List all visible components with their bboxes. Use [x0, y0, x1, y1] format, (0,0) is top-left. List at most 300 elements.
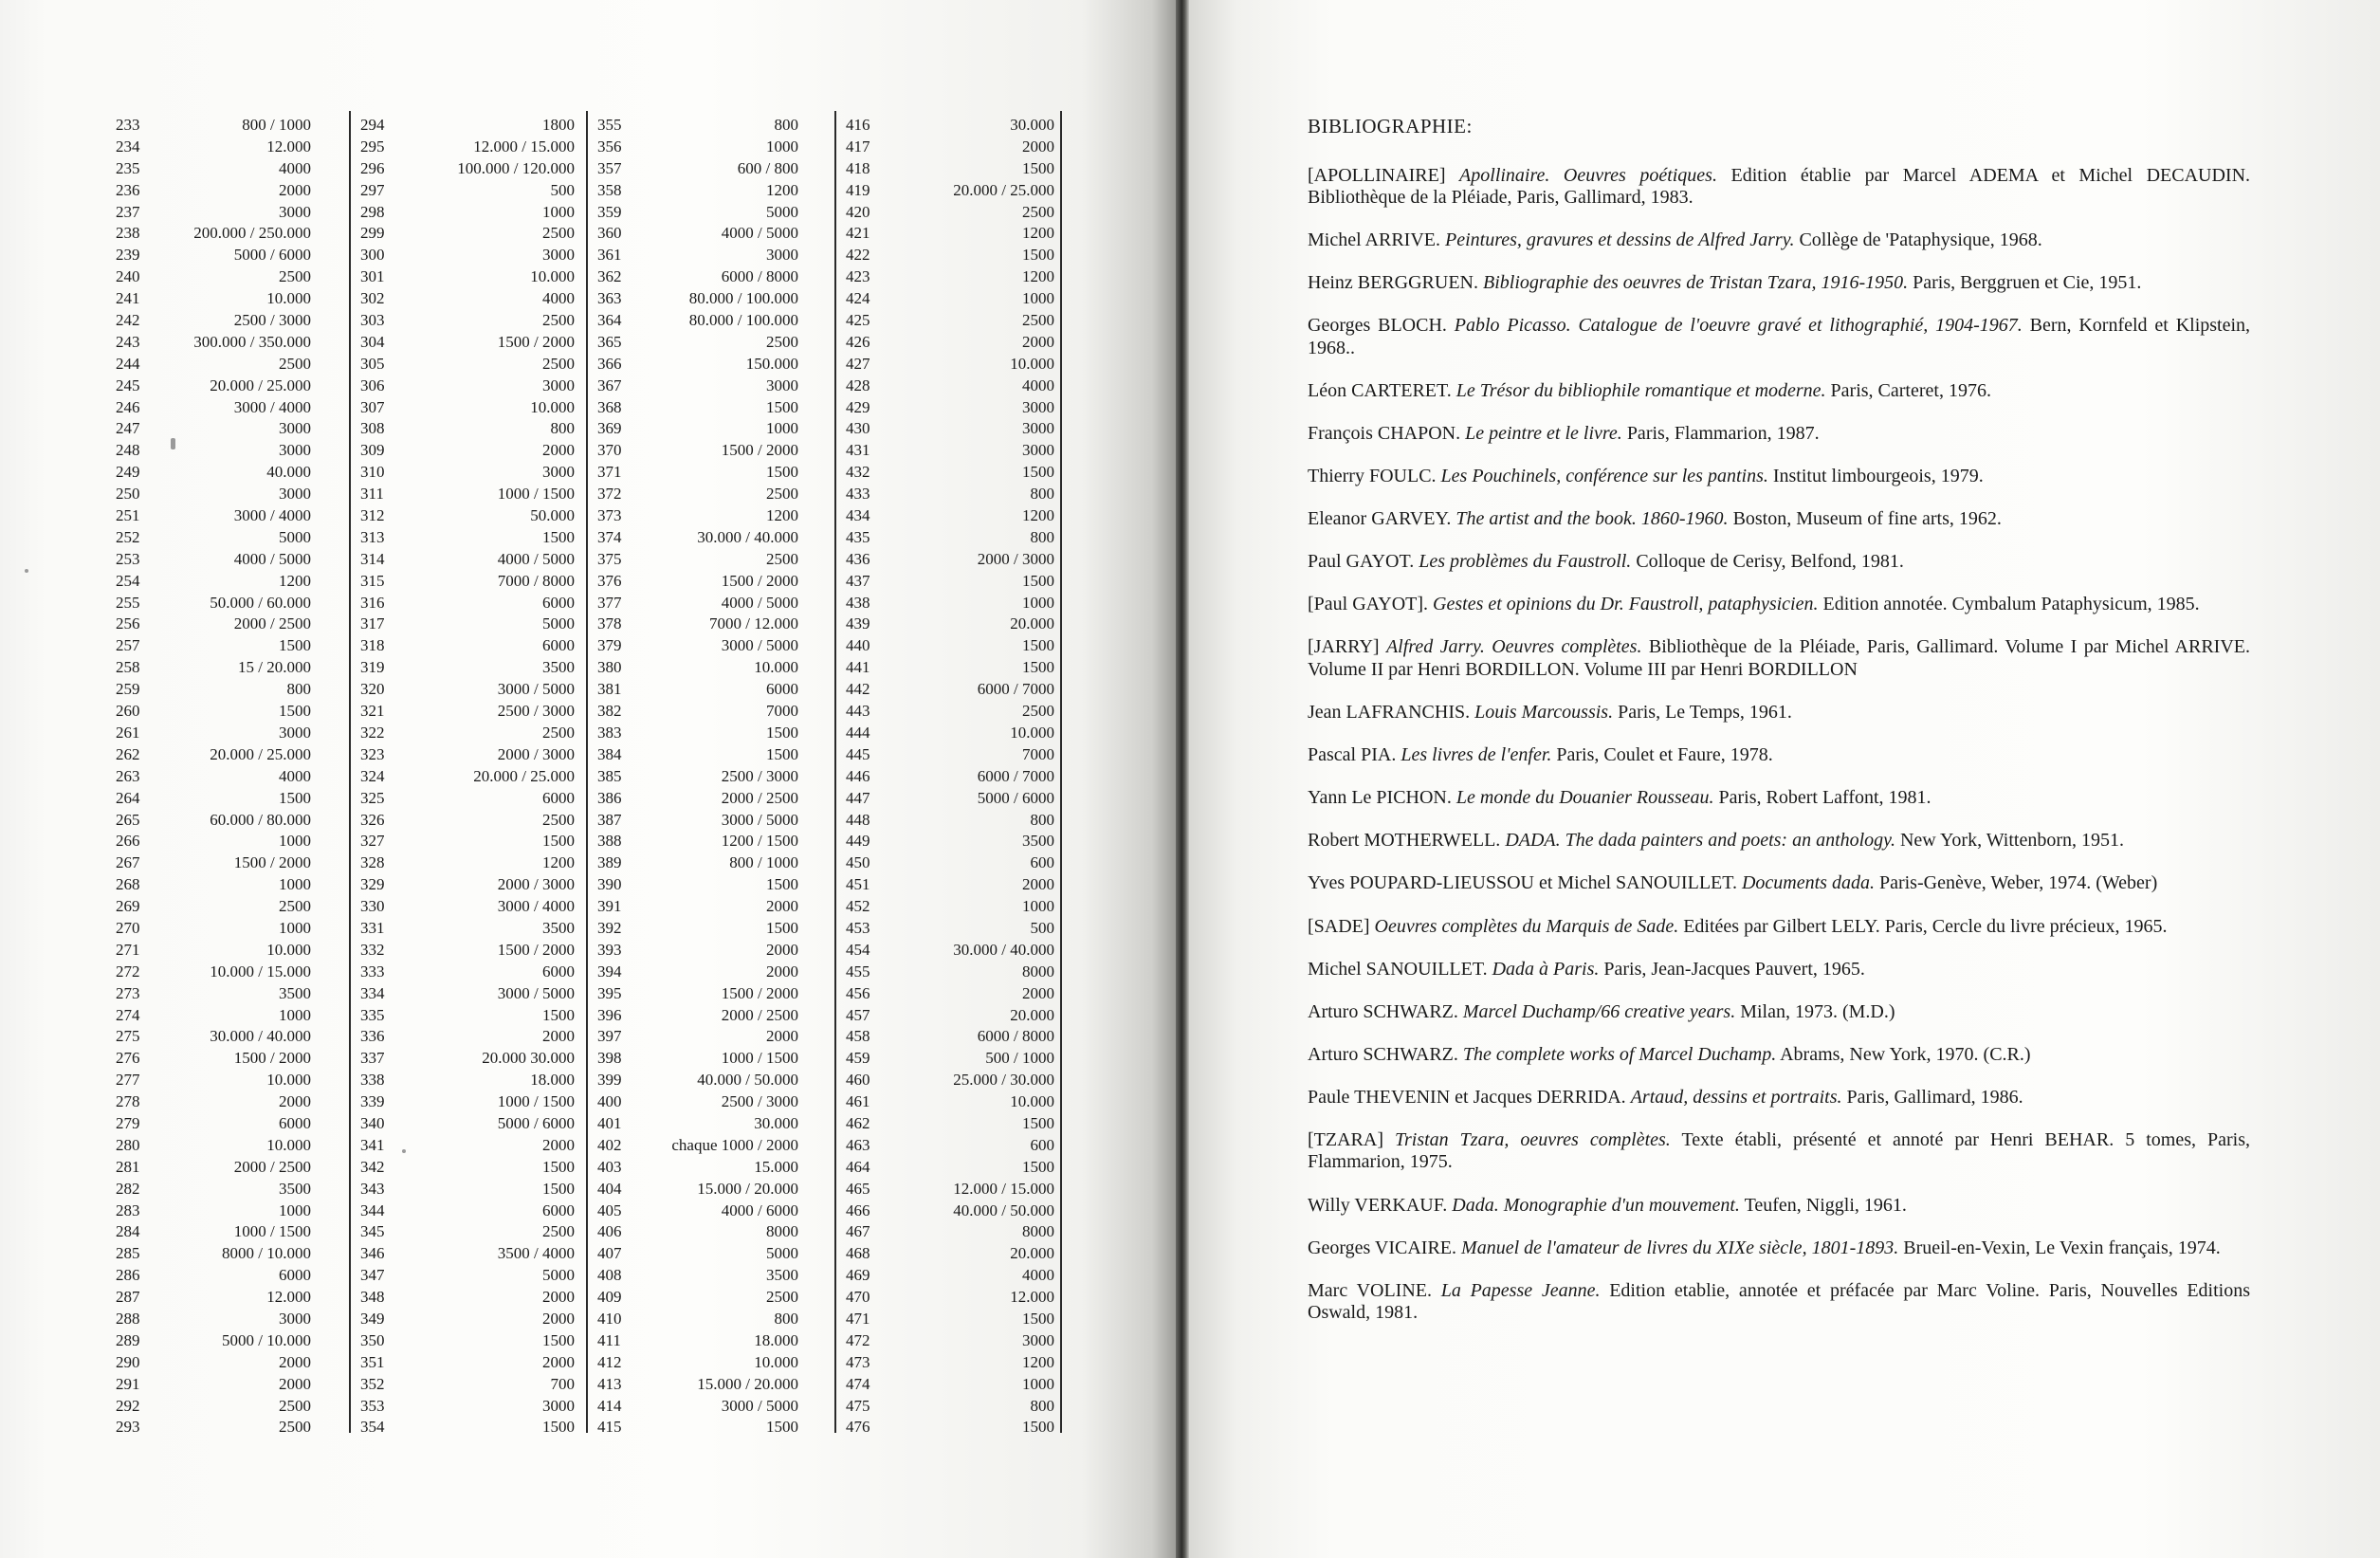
price-estimate: 6000 [279, 1113, 311, 1132]
price-estimate: 100.000 / 120.000 [457, 158, 575, 177]
price-row [116, 810, 351, 832]
entry-details: Teufen, Niggli, 1961. [1744, 1194, 1907, 1216]
price-row [116, 1113, 351, 1135]
price-row [360, 1243, 588, 1265]
price-estimate: 500 [550, 180, 575, 199]
lot-number: 285 [116, 1244, 140, 1263]
price-row [116, 1179, 351, 1201]
entry-details: Paris, Gallimard, 1986. [1846, 1086, 2023, 1108]
price-estimate: 80.000 / 100.000 [688, 289, 798, 308]
price-estimate: 2500 [766, 485, 798, 504]
price-row [846, 635, 1062, 657]
price-row [846, 701, 1062, 723]
price-row [846, 376, 1062, 397]
price-row [597, 245, 836, 266]
entry-author: Paule THEVENIN et Jacques DERRIDA. [1308, 1086, 1626, 1108]
price-estimate: 3000 [542, 463, 575, 482]
bibliography-entry [1308, 1087, 2250, 1109]
entry-title: Oeuvres complètes du Marquis de Sade. [1374, 915, 1679, 937]
scan-speck [25, 569, 28, 573]
lot-number: 392 [597, 918, 622, 937]
price-estimate: 10.000 [530, 397, 575, 416]
price-estimate: 6000 [542, 636, 575, 655]
lot-number: 455 [846, 962, 870, 981]
lot-number: 328 [360, 853, 385, 872]
lot-number: 401 [597, 1113, 622, 1132]
price-row [597, 527, 836, 549]
lot-number: 234 [116, 137, 140, 156]
price-row [116, 527, 351, 549]
lot-number: 430 [846, 419, 870, 438]
lot-number: 375 [597, 549, 622, 568]
lot-number: 337 [360, 1049, 385, 1068]
price-estimate: 5000 / 6000 [977, 788, 1054, 807]
price-row [597, 1070, 836, 1091]
lot-number: 434 [846, 506, 870, 525]
entry-details: Paris, Carteret, 1976. [1830, 379, 1991, 401]
price-row [360, 440, 588, 462]
price-estimate: 1500 [766, 723, 798, 742]
lot-number: 423 [846, 267, 870, 286]
lot-number: 277 [116, 1071, 140, 1090]
price-estimate: 800 [1030, 527, 1054, 546]
entry-title: The artist and the book. 1860-1960. [1455, 508, 1729, 530]
lot-number: 352 [360, 1374, 385, 1393]
price-row [597, 1221, 836, 1243]
lot-number: 306 [360, 376, 385, 394]
entry-author: [Paul GAYOT]. [1308, 594, 1429, 615]
lot-number: 384 [597, 744, 622, 763]
price-estimate: 80.000 / 100.000 [688, 311, 798, 330]
price-estimate: 1500 [766, 918, 798, 937]
price-row [846, 1048, 1062, 1070]
entry-author: François CHAPON. [1308, 422, 1461, 444]
lot-number: 387 [597, 810, 622, 829]
lot-number: 437 [846, 571, 870, 590]
price-row [116, 1330, 351, 1352]
price-estimate: 2000 [1022, 875, 1054, 894]
lot-number: 238 [116, 224, 140, 243]
price-row [597, 766, 836, 788]
price-estimate: 7000 [1022, 744, 1054, 763]
price-estimate: 1500 [279, 702, 311, 721]
price-row [116, 1070, 351, 1091]
price-estimate: 12.000 / 15.000 [473, 137, 575, 156]
entry-title: Apollinaire. Oeuvres poétiques. [1459, 164, 1717, 186]
price-row [116, 571, 351, 593]
price-estimate: 20.000 / 25.000 [473, 766, 575, 785]
price-row [846, 332, 1062, 354]
lot-number: 412 [597, 1352, 622, 1371]
lot-number: 263 [116, 766, 140, 785]
price-estimate: 20.000 / 25.000 [210, 744, 311, 763]
price-row [116, 158, 351, 180]
price-estimate: 2000 [542, 1309, 575, 1328]
price-row [597, 440, 836, 462]
book-gutter [1176, 0, 1189, 1558]
price-row [597, 223, 836, 245]
bibliography-entry [1308, 466, 2250, 488]
price-estimate: 800 [550, 419, 575, 438]
price-row [116, 766, 351, 788]
lot-number: 254 [116, 571, 140, 590]
lot-number: 372 [597, 485, 622, 504]
price-estimate: 1000 / 1500 [497, 1092, 575, 1111]
price-row [846, 962, 1062, 983]
price-estimate: 500 / 1000 [985, 1049, 1054, 1068]
price-estimate: 20.000 / 25.000 [210, 376, 311, 394]
price-estimate: 6000 [542, 962, 575, 981]
lot-number: 395 [597, 983, 622, 1002]
price-row [360, 180, 588, 202]
price-row [116, 1201, 351, 1222]
price-row [846, 245, 1062, 266]
price-row [597, 614, 836, 635]
entry-author: [TZARA] [1308, 1128, 1383, 1150]
lot-number: 344 [360, 1201, 385, 1219]
price-estimate: 1500 [542, 1418, 575, 1437]
price-row [597, 852, 836, 874]
lot-number: 310 [360, 463, 385, 482]
lot-number: 408 [597, 1266, 622, 1285]
price-row [360, 549, 588, 571]
lot-number: 440 [846, 636, 870, 655]
price-row [846, 1070, 1062, 1091]
lot-number: 349 [360, 1309, 385, 1328]
entry-title: Marcel Duchamp/66 creative years. [1462, 1000, 1736, 1022]
price-estimate: 2000 [766, 1027, 798, 1046]
price-estimate: 1500 [542, 1005, 575, 1024]
price-estimate: 6000 / 7000 [977, 766, 1054, 785]
lot-number: 260 [116, 702, 140, 721]
lot-number: 469 [846, 1266, 870, 1285]
price-row [597, 701, 836, 723]
price-estimate: 2500 / 3000 [497, 702, 575, 721]
price-row [360, 288, 588, 310]
lot-number: 347 [360, 1266, 385, 1285]
price-estimate: 1500 / 2000 [721, 441, 798, 460]
lot-number: 415 [597, 1418, 622, 1437]
price-row [360, 1374, 588, 1396]
lot-number: 417 [846, 137, 870, 156]
entry-author: Pascal PIA. [1308, 744, 1397, 766]
lot-number: 300 [360, 246, 385, 265]
price-row [360, 310, 588, 332]
lot-number: 325 [360, 788, 385, 807]
lot-number: 464 [846, 1157, 870, 1176]
price-row [360, 1005, 588, 1027]
price-estimate: 2000 [542, 1027, 575, 1046]
entry-author: Willy VERKAUF. [1308, 1194, 1448, 1216]
lot-number: 419 [846, 180, 870, 199]
price-row [116, 657, 351, 679]
scan-speck [402, 1149, 406, 1153]
bibliography-entry [1308, 1001, 2250, 1024]
price-estimate: 2000 / 2500 [721, 1005, 798, 1024]
price-estimate: 4000 / 6000 [721, 1201, 798, 1219]
price-row [846, 766, 1062, 788]
price-estimate: 20.000 [1010, 614, 1054, 633]
price-row [360, 1265, 588, 1287]
price-column-4 [846, 115, 1062, 1437]
price-row [597, 940, 836, 962]
price-row [116, 635, 351, 657]
price-row [360, 484, 588, 505]
price-row [116, 1417, 351, 1439]
price-estimate: 5000 / 6000 [233, 246, 311, 265]
price-row [846, 657, 1062, 679]
price-estimate: 700 [550, 1374, 575, 1393]
lot-number: 391 [597, 897, 622, 916]
lot-number: 343 [360, 1179, 385, 1198]
lot-number: 295 [360, 137, 385, 156]
lot-number: 323 [360, 744, 385, 763]
price-estimate: 1000 [542, 202, 575, 221]
lot-number: 438 [846, 593, 870, 612]
price-estimate: 3000 [279, 441, 311, 460]
lot-number: 286 [116, 1266, 140, 1285]
price-row [846, 810, 1062, 832]
price-estimate: 50.000 / 60.000 [210, 593, 311, 612]
price-row [846, 1265, 1062, 1287]
lot-number: 421 [846, 224, 870, 243]
lot-number: 382 [597, 702, 622, 721]
price-estimate: 25.000 / 30.000 [953, 1071, 1054, 1090]
entry-author: Arturo SCHWARZ. [1308, 1000, 1458, 1022]
price-estimate: 3500 / 4000 [497, 1244, 575, 1263]
price-row [597, 1309, 836, 1330]
price-estimate: 3000 / 5000 [721, 810, 798, 829]
bibliography-heading: BIBLIOGRAPHIE: [1308, 115, 1473, 137]
price-row [597, 1091, 836, 1113]
price-row [360, 831, 588, 852]
bibliography-entry [1308, 959, 2250, 981]
price-estimate: 6000 / 7000 [977, 680, 1054, 699]
lot-number: 282 [116, 1179, 140, 1198]
price-estimate: 300.000 / 350.000 [193, 332, 311, 351]
price-estimate: 1000 / 1500 [233, 1222, 311, 1241]
lot-number: 321 [360, 702, 385, 721]
price-row [116, 831, 351, 852]
lot-number: 476 [846, 1418, 870, 1437]
price-row [116, 701, 351, 723]
lot-number: 373 [597, 506, 622, 525]
lot-number: 386 [597, 788, 622, 807]
price-row [846, 288, 1062, 310]
lot-number: 356 [597, 137, 622, 156]
entry-author: [JARRY] [1308, 636, 1380, 658]
price-estimate: 6000 [279, 1266, 311, 1285]
lot-number: 354 [360, 1418, 385, 1437]
price-estimate: 2000 [1022, 332, 1054, 351]
price-estimate: 1500 [1022, 1309, 1054, 1328]
price-estimate: 10.000 [266, 289, 311, 308]
lot-number: 394 [597, 962, 622, 981]
price-row [116, 723, 351, 744]
lot-number: 459 [846, 1049, 870, 1068]
lot-number: 390 [597, 875, 622, 894]
price-row [846, 1287, 1062, 1309]
price-estimate: 8000 [766, 1222, 798, 1241]
price-row [116, 983, 351, 1005]
lot-number: 381 [597, 680, 622, 699]
price-estimate: 10.000 [266, 940, 311, 959]
lot-number: 335 [360, 1005, 385, 1024]
price-row [360, 527, 588, 549]
lot-number: 258 [116, 658, 140, 677]
lot-number: 269 [116, 897, 140, 916]
lot-number: 355 [597, 116, 622, 134]
lot-number: 291 [116, 1374, 140, 1393]
price-row [846, 202, 1062, 224]
price-estimate: 800 [1030, 1396, 1054, 1415]
lot-number: 288 [116, 1309, 140, 1328]
lot-number: 247 [116, 419, 140, 438]
price-row [597, 288, 836, 310]
price-row [597, 593, 836, 614]
price-estimate: 800 [1030, 485, 1054, 504]
bibliography-entry [1308, 380, 2250, 403]
price-estimate: 2500 [542, 723, 575, 742]
price-row [597, 484, 836, 505]
lot-number: 345 [360, 1222, 385, 1241]
entry-title: Manuel de l'amateur de livres du XIXe siècle, 1801-1893. [1461, 1237, 1899, 1258]
price-estimate: 150.000 [745, 354, 798, 373]
price-estimate: 1500 [1022, 636, 1054, 655]
price-row [116, 1374, 351, 1396]
lot-number: 239 [116, 246, 140, 265]
price-row [360, 744, 588, 766]
price-row [597, 657, 836, 679]
bibliography-entry [1308, 229, 2250, 252]
entry-author: [APOLLINAIRE] [1308, 164, 1446, 186]
price-row [597, 723, 836, 744]
price-estimate: 800 [1030, 810, 1054, 829]
price-estimate: 1500 [1022, 463, 1054, 482]
price-row [360, 1330, 588, 1352]
entry-author: Michel SANOUILLET. [1308, 958, 1488, 980]
price-row [360, 1352, 588, 1374]
price-row [360, 723, 588, 744]
bibliography-entry [1308, 1237, 2250, 1260]
lot-number: 461 [846, 1092, 870, 1111]
price-column-3 [597, 115, 836, 1437]
lot-number: 397 [597, 1027, 622, 1046]
price-estimate: 2000 [542, 441, 575, 460]
price-row [846, 1157, 1062, 1179]
price-estimate: 600 [1030, 853, 1054, 872]
price-row [116, 1265, 351, 1287]
lot-number: 334 [360, 983, 385, 1002]
lot-number: 388 [597, 832, 622, 851]
price-row [360, 158, 588, 180]
price-row [846, 679, 1062, 701]
price-column-2 [360, 115, 588, 1437]
price-row [597, 810, 836, 832]
price-row [360, 962, 588, 983]
lot-number: 287 [116, 1288, 140, 1307]
price-row [846, 1091, 1062, 1113]
price-row [116, 202, 351, 224]
price-estimate: 7000 [766, 702, 798, 721]
price-estimate: 2500 [1022, 702, 1054, 721]
price-row [116, 223, 351, 245]
price-estimate: chaque 1000 / 2000 [671, 1135, 798, 1154]
lot-number: 402 [597, 1135, 622, 1154]
entry-title: La Papesse Jeanne. [1440, 1279, 1601, 1301]
lot-number: 393 [597, 940, 622, 959]
lot-number: 289 [116, 1330, 140, 1349]
price-row [846, 1352, 1062, 1374]
price-estimate: 2000 [1022, 137, 1054, 156]
lot-number: 281 [116, 1157, 140, 1176]
lot-number: 255 [116, 593, 140, 612]
lot-number: 418 [846, 158, 870, 177]
bibliography-entry [1308, 636, 2250, 681]
lot-number: 301 [360, 267, 385, 286]
price-row [360, 1309, 588, 1330]
lot-number: 249 [116, 463, 140, 482]
lot-number: 428 [846, 376, 870, 394]
entry-author: Georges BLOCH. [1308, 315, 1447, 337]
entry-details: Editées par Gilbert LELY. Paris, Cercle du livre précieux, 1965. [1683, 915, 2168, 937]
lot-number: 403 [597, 1157, 622, 1176]
lot-number: 270 [116, 918, 140, 937]
entry-details: Institut limbourgeois, 1979. [1772, 466, 1984, 487]
price-row [597, 354, 836, 376]
price-estimate: 2500 [766, 332, 798, 351]
price-row [360, 1113, 588, 1135]
lot-number: 411 [597, 1330, 621, 1349]
bibliography-list [1308, 165, 2250, 1325]
entry-title: Documents dada. [1741, 872, 1875, 894]
lot-number: 379 [597, 636, 622, 655]
price-estimate: 20.000 30.000 [482, 1049, 575, 1068]
price-estimate: 5000 [279, 527, 311, 546]
bibliography-entry [1308, 508, 2250, 531]
entry-details: Bern, Kornfeld et Klipstein, 1968.. [1308, 315, 2251, 358]
price-estimate: 1500 [1022, 571, 1054, 590]
price-row [116, 1048, 351, 1070]
lot-number: 463 [846, 1135, 870, 1154]
price-row [116, 310, 351, 332]
price-estimate: 3000 [279, 1309, 311, 1328]
price-row [116, 332, 351, 354]
lot-number: 313 [360, 527, 385, 546]
lot-number: 283 [116, 1201, 140, 1219]
lot-number: 320 [360, 680, 385, 699]
price-row [360, 1048, 588, 1070]
lot-number: 367 [597, 376, 622, 394]
price-row [116, 115, 351, 137]
price-row [360, 1396, 588, 1418]
lot-number: 424 [846, 289, 870, 308]
price-row [846, 918, 1062, 940]
price-row [360, 1135, 588, 1157]
price-estimate: 1500 [542, 1157, 575, 1176]
lot-number: 353 [360, 1396, 385, 1415]
entry-title: The complete works of Marcel Duchamp. [1462, 1043, 1777, 1065]
price-row [597, 1157, 836, 1179]
entry-title: Le monde du Douanier Rousseau. [1455, 787, 1714, 809]
price-estimate: 3000 [279, 202, 311, 221]
price-row [597, 635, 836, 657]
price-estimate: 2000 [1022, 983, 1054, 1002]
price-row [360, 418, 588, 440]
entry-details: Paris, Robert Laffont, 1981. [1718, 787, 1931, 809]
lot-number: 329 [360, 875, 385, 894]
price-estimate: 8000 [1022, 1222, 1054, 1241]
